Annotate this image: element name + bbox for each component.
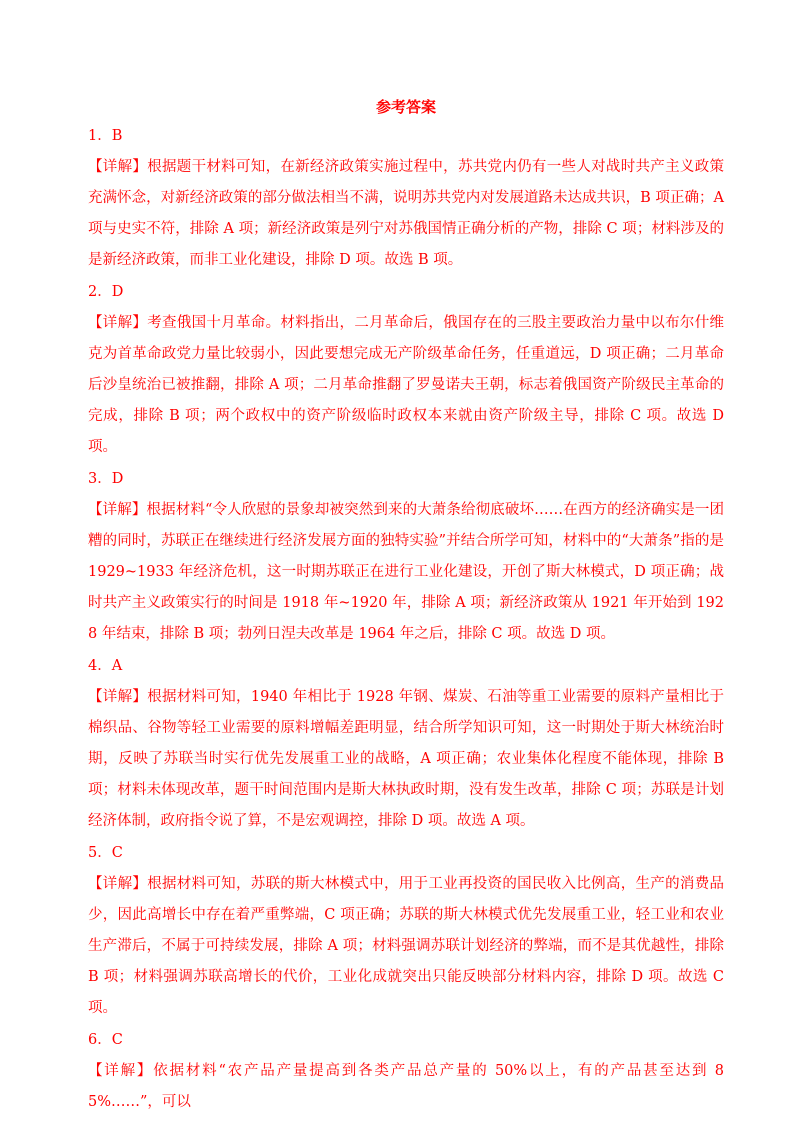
answer-detail: 【详解】根据材料“令人欣慰的景象却被突然到来的大萧条给彻底破坏……在西方的经济确实是一团糟的同时，苏联正在继续进行经济发展方面的独特实验”并结合所学可知，材料中的“大萧条”指的是1929~1933 年经济危机，这一时期苏联正在进行工业化建设，开创了斯大林模式，D 项正确；战时共产主义政策实行的时间是 1918 年~1920 年，排除 A 项；新经济政策从 1921 年开始到 1928 年结束，排除 B 项；勃列日涅夫改革是 1964 年之后，排除 C 项。故选 D 项。 [88, 502, 724, 642]
question-number: 4．A [88, 658, 123, 674]
question-number: 2．D [88, 284, 124, 300]
answer-item [88, 463, 724, 650]
question-number: 5．C [88, 845, 123, 861]
answer-detail: 【详解】依据材料“农产品产量提高到各类产品总产量的 50%以上，有的产品甚至达到 85%……”，可以 [88, 1063, 724, 1110]
answer-detail: 【详解】根据材料可知，1940 年相比于 1928 年钢、煤炭、石油等重工业需要的原料产量相比于棉织品、谷物等轻工业需要的原料增幅差距明显，结合所学知识可知，这一时期处于斯大林统治时期，反映了苏联当时实行优先发展重工业的战略，A 项正确；农业集体化程度不能体现，排除 B 项；材料未体现改革，题干时间范围内是斯大林执政时期，没有发生改革，排除 C 项；苏联是计划经济体制，政府指令说了算，不是宏观调控，排除 D 项。故选 A 项。 [88, 689, 724, 829]
answer-sheet [88, 94, 724, 1118]
answer-item [88, 1024, 724, 1118]
answer-detail: 【详解】考查俄国十月革命。材料指出，二月革命后，俄国存在的三股主要政治力量中以布尔什维克为首革命政党力量比较弱小，因此要想完成无产阶级革命任务，任重道远，D 项正确；二月革命后沙皇统治已被推翻，排除 A 项；二月革命推翻了罗曼诺夫王朝，标志着俄国资产阶级民主革命的完成，排除 B 项；两个政权中的资产阶级临时政权本来就由资产阶级主导，排除 C 项。故选 D 项。 [88, 315, 724, 455]
question-number: 3．D [88, 471, 124, 487]
answer-detail: 【详解】根据题干材料可知，在新经济政策实施过程中，苏共党内仍有一些人对战时共产主义政策充满怀念，对新经济政策的部分做法相当不满，说明苏共党内对发展道路未达成共识，B 项正确；A 项与史实不符，排除 A 项；新经济政策是列宁对苏俄国情正确分析的产物，排除 C 项；材料涉及的是新经济政策，而非工业化建设，排除 D 项。故选 B 项。 [88, 159, 724, 268]
question-number: 1．B [88, 128, 123, 144]
answer-item [88, 837, 724, 1024]
page-title: 参考答案 [375, 98, 436, 116]
answer-item [88, 276, 724, 463]
question-number: 6．C [88, 1032, 123, 1048]
answer-detail: 【详解】根据材料可知，苏联的斯大林模式中，用于工业再投资的国民收入比例高，生产的消费品少，因此高增长中存在着严重弊端，C 项正确；苏联的斯大林模式优先发展重工业，轻工业和农业生产滞后，不属于可持续发展，排除 A 项；材料强调苏联计划经济的弊端，而不是其优越性，排除 B 项；材料强调苏联高增长的代价，工业化成就突出只能反映部分材料内容，排除 D 项。故选 C 项。 [88, 876, 724, 1016]
answer-item [88, 650, 724, 837]
answer-item [88, 120, 724, 276]
